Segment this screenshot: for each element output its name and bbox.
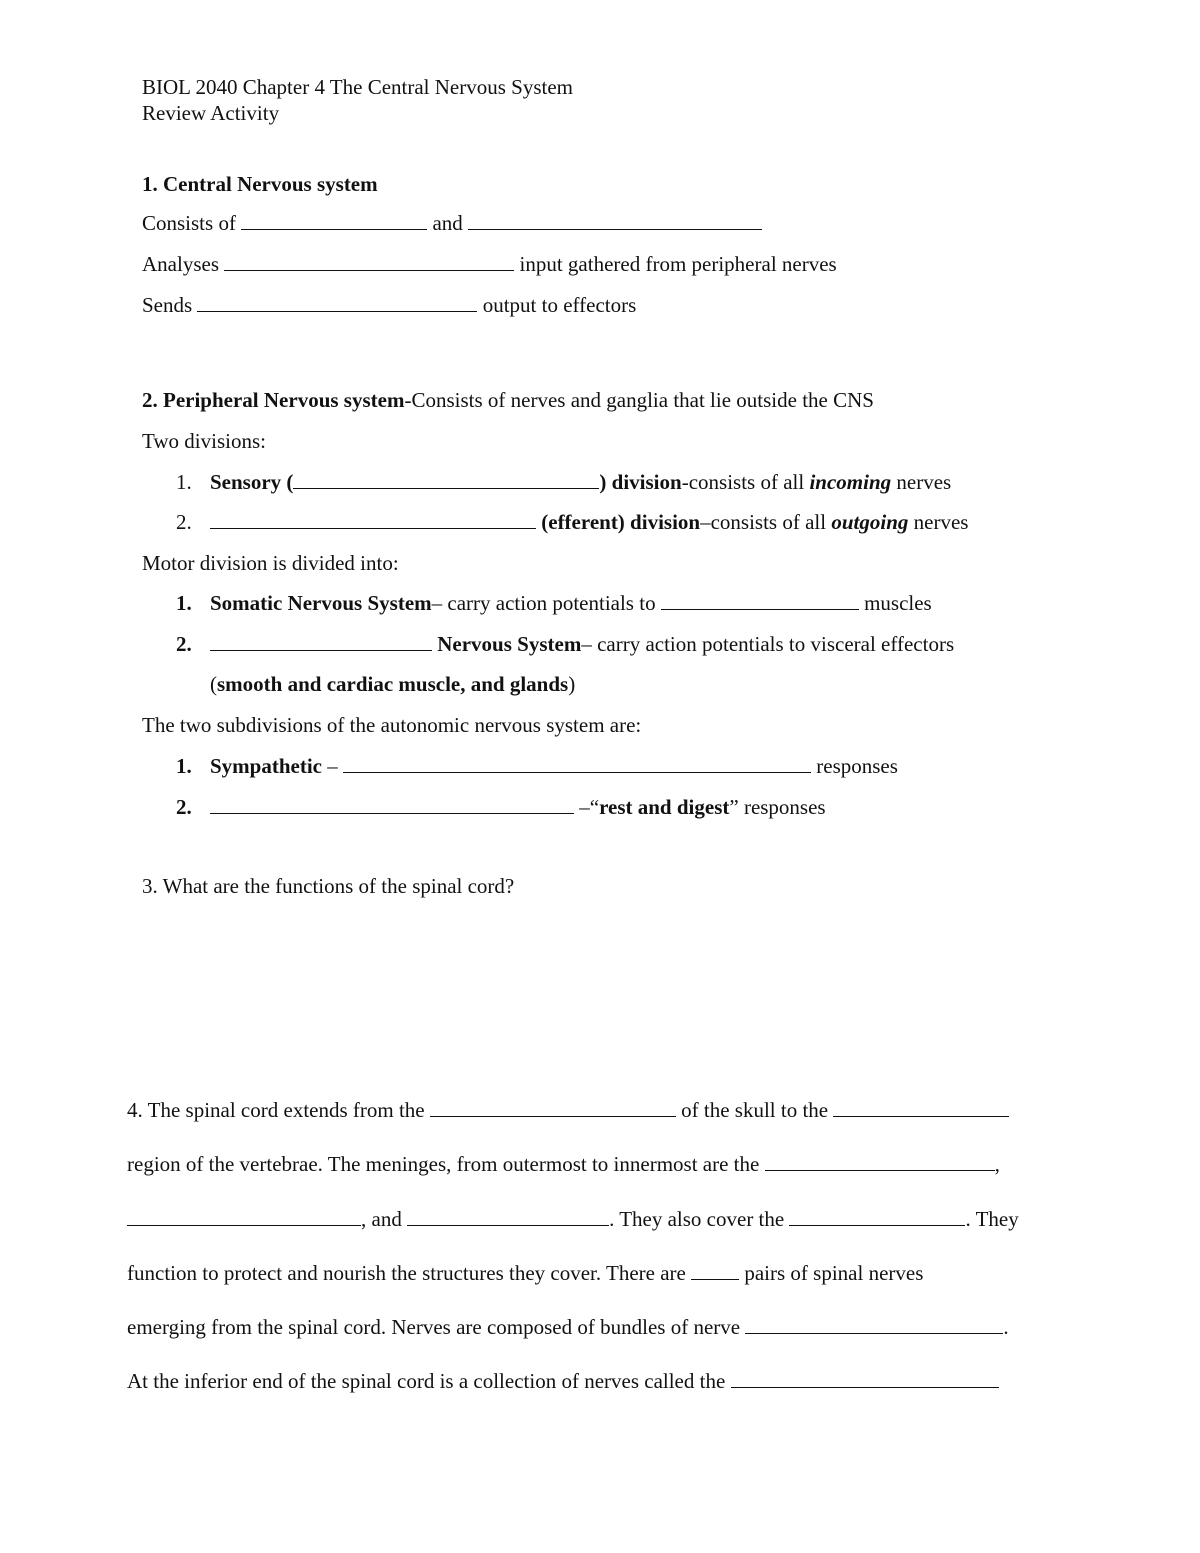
q4-l5-b: .: [1003, 1315, 1009, 1339]
q2-division-1-bold-b: ) division: [599, 470, 682, 494]
worksheet-subtitle: Review Activity: [142, 101, 280, 125]
q2-division-1-rest: -consists of all: [681, 470, 805, 494]
q2-motor-2-bold: Nervous System: [437, 632, 582, 656]
q1-sends-blank[interactable]: [197, 293, 477, 312]
q2-division-1: [176, 469, 951, 495]
q4-blank-meninx-2[interactable]: [127, 1207, 361, 1226]
q2-autonomic-intro: The two subdivisions of the autonomic nervous system are:: [142, 713, 642, 737]
q4-blank-vertebral-region[interactable]: [833, 1098, 1009, 1117]
q2-autonomic-1-blank[interactable]: [343, 754, 811, 773]
q4-l4-a: function to protect and nourish the structures they cover. There are: [127, 1261, 686, 1285]
q2-motor-2-continuation: [210, 671, 575, 697]
q2-motor-intro: Motor division is divided into:: [142, 551, 399, 575]
q2-heading-rest: -Consists of nerves and ganglia that lie outside the CNS: [404, 388, 874, 412]
q2-motor-2-cont-bold: smooth and cardiac muscle, and glands: [217, 672, 569, 696]
q2-autonomic-2-end: ” responses: [729, 795, 826, 819]
q1-consists-label: Consists of: [142, 211, 236, 235]
q1-analyses-blank[interactable]: [224, 252, 514, 271]
q2-motor-2: [176, 631, 954, 657]
q2-division-1-bold-a: Sensory (: [210, 470, 294, 494]
q1-heading: 1. Central Nervous system: [142, 172, 378, 196]
q2-autonomic-2-blank[interactable]: [210, 795, 574, 814]
q1-analyses-line: [142, 251, 837, 277]
q1-sends-rest: output to effectors: [482, 293, 637, 317]
q2-division-2-bold: (efferent) division: [541, 510, 701, 534]
q1-sends-line: [142, 292, 636, 318]
q2-autonomic-1-bold: Sympathetic: [210, 754, 322, 778]
q4-blank-pairs-count[interactable]: [691, 1261, 739, 1280]
q2-autonomic-2-dash: –“: [579, 795, 600, 819]
q2-autonomic-2: [176, 794, 826, 820]
q4-blank-also-cover[interactable]: [789, 1207, 965, 1226]
worksheet-title: BIOL 2040 Chapter 4 The Central Nervous System: [142, 75, 574, 99]
q2-motor-1: [176, 590, 932, 616]
q2-motor-2-num: 2.: [176, 632, 192, 656]
q2-heading: 2. Peripheral Nervous system: [142, 388, 405, 412]
q2-autonomic-1-dash: –: [327, 754, 338, 778]
q1-consists-blank-1[interactable]: [241, 211, 427, 230]
q4-l1-a: 4. The spinal cord extends from the: [127, 1098, 425, 1122]
q1-analyses-label: Analyses: [142, 252, 219, 276]
q2-division-1-end: nerves: [896, 470, 952, 494]
q1-sends-label: Sends: [142, 293, 193, 317]
q2-division-2-num: 2.: [176, 510, 192, 534]
q2-motor-2-blank[interactable]: [210, 632, 432, 651]
q2-division-2: [176, 509, 968, 535]
q2-motor-2-cont-open: (: [210, 672, 217, 696]
q4-line-4: [127, 1260, 923, 1286]
q4-blank-meninx-3[interactable]: [407, 1207, 609, 1226]
q4-line-6: [127, 1368, 999, 1394]
q4-blank-cauda-equina[interactable]: [731, 1369, 999, 1388]
q2-division-2-emphasis: outgoing: [831, 510, 909, 534]
q2-motor-2-cont-close: ): [568, 672, 576, 696]
q4-line-3: [127, 1206, 1019, 1232]
q4-l1-b: of the skull to the: [681, 1098, 829, 1122]
q4-line-2: [127, 1151, 1000, 1177]
q1-consists-and: and: [432, 211, 463, 235]
q2-motor-1-end: muscles: [864, 591, 932, 615]
q2-division-1-blank[interactable]: [293, 470, 599, 489]
q2-division-2-end: nerves: [913, 510, 969, 534]
q4-l4-b: pairs of spinal nerves: [744, 1261, 924, 1285]
q2-motor-1-num: 1.: [176, 591, 192, 615]
q2-motor-1-bold: Somatic Nervous System: [210, 591, 432, 615]
q4-line-1: [127, 1097, 1009, 1123]
q4-l6-a: At the inferior end of the spinal cord is a collection of nerves called the: [127, 1369, 726, 1393]
q2-heading-line: [142, 387, 874, 413]
q4-l3-a: , and: [361, 1207, 402, 1231]
q2-motor-1-blank[interactable]: [661, 591, 859, 610]
q4-l5-a: emerging from the spinal cord. Nerves are composed of bundles of nerve: [127, 1315, 741, 1339]
q4-l3-b: . They also cover the: [609, 1207, 785, 1231]
q4-l2-b: ,: [994, 1152, 1000, 1176]
q2-autonomic-2-num: 2.: [176, 795, 192, 819]
q4-l2-a: region of the vertebrae. The meninges, from outermost to innermost are the: [127, 1152, 760, 1176]
q2-division-1-num: 1.: [176, 470, 192, 494]
q2-division-2-blank[interactable]: [210, 510, 536, 529]
q2-two-divisions: Two divisions:: [142, 429, 266, 453]
q4-blank-nerve-bundles[interactable]: [745, 1315, 1003, 1334]
q2-motor-1-rest: – carry action potentials to: [431, 591, 656, 615]
q1-consists-line: [142, 210, 762, 236]
q2-autonomic-2-bold: rest and digest: [599, 795, 730, 819]
q4-l3-c: . They: [965, 1207, 1019, 1231]
q2-autonomic-1-end: responses: [816, 754, 898, 778]
q2-division-1-emphasis: incoming: [809, 470, 892, 494]
q2-autonomic-1-num: 1.: [176, 754, 192, 778]
q3-question: 3. What are the functions of the spinal cord?: [142, 874, 515, 898]
q1-analyses-rest: input gathered from peripheral nerves: [519, 252, 837, 276]
q2-motor-2-rest: – carry action potentials to visceral effectors: [581, 632, 955, 656]
q2-autonomic-1: [176, 753, 898, 779]
q4-blank-skull-part[interactable]: [430, 1098, 676, 1117]
q4-line-5: [127, 1314, 1009, 1340]
q2-division-2-rest: –consists of all: [700, 510, 827, 534]
q4-blank-meninx-1[interactable]: [765, 1152, 995, 1171]
q1-consists-blank-2[interactable]: [468, 211, 762, 230]
